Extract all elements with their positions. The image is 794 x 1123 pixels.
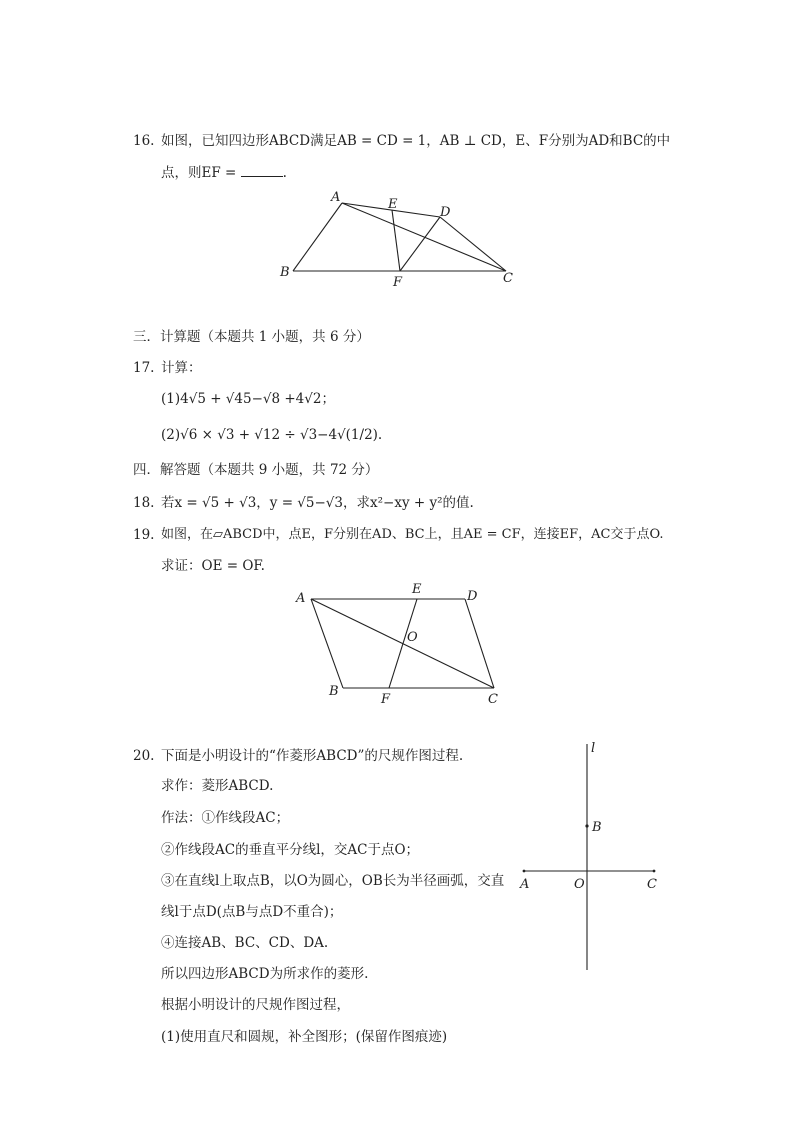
- fig20-label-c: C: [647, 877, 657, 892]
- fig20-point-a: [523, 870, 526, 873]
- fig16-label-f: F: [393, 275, 403, 290]
- fig20-label-l: l: [591, 741, 596, 756]
- fig19-label-e: E: [412, 582, 422, 597]
- q20-line5: ③在直线l上取点B，以O为圆心，OB长为半径画弧，交直: [161, 873, 505, 889]
- fig20-point-c: [653, 870, 656, 873]
- q16-number: 16.: [133, 133, 155, 149]
- q17-prompt: 计算：: [161, 360, 202, 376]
- q16-line2-suffix: .: [282, 165, 287, 181]
- fig20-label-o: O: [574, 877, 585, 892]
- fig16-label-b: B: [280, 265, 290, 280]
- q18-text: 若x = √5 + √3，y = √5−√3，求x²−xy + y²的值.: [161, 495, 474, 511]
- fig20-point-b: [585, 824, 588, 827]
- q19-line2: 求证：OE = OF.: [161, 558, 265, 574]
- fig16-segment-df: [400, 217, 440, 271]
- fig20-label-a: A: [520, 877, 530, 892]
- fig19-label-d: D: [467, 589, 478, 604]
- q19-line1: 如图，在▱ABCD中，点E，F分别在AD、BC上，且AE = CF，连接EF，AC交于点O.: [161, 527, 664, 542]
- fig16-label-a: A: [331, 190, 341, 205]
- q20-line4: ②作线段AC的垂直平分线l，交AC于点O；: [161, 842, 420, 858]
- q20-line7: ④连接AB、BC、CD、DA.: [161, 935, 329, 951]
- fig19-label-f: F: [381, 692, 391, 707]
- q20-number: 20.: [133, 748, 155, 764]
- q20-line10: (1)使用直尺和圆规，补全图形；(保留作图痕迹): [161, 1029, 448, 1045]
- q20-line9: 根据小明设计的尺规作图过程，: [161, 997, 350, 1013]
- fig16-segment-ab: [293, 203, 342, 271]
- fig19-label-b: B: [329, 684, 339, 699]
- fig16-segment-ef: [392, 210, 400, 271]
- q17-part2: [161, 426, 382, 444]
- q17-number: 17.: [133, 360, 155, 376]
- fig16-label-e: E: [388, 197, 398, 212]
- fig19-label-a: A: [296, 591, 306, 606]
- q19-number: 19.: [133, 527, 155, 543]
- fig19-label-c: C: [488, 692, 498, 707]
- q17-part2-expr: √6 × √3 + √12 ÷ √3−4√(1/2).: [180, 427, 383, 443]
- fig19-segment-dc: [465, 599, 494, 688]
- q20-line2: 求作：菱形ABCD.: [161, 778, 274, 794]
- section3-heading: 三．计算题（本题共 1 小题，共 6 分）: [133, 329, 370, 345]
- fig19-label-o: O: [407, 630, 418, 645]
- q20-line8: 所以四边形ABCD为所求作的菱形.: [161, 966, 369, 982]
- q20-line6: 线l于点D(点B与点D不重合)；: [161, 904, 343, 920]
- figure-20: [524, 744, 654, 970]
- q17-part1: [161, 390, 335, 408]
- q16-line1: 如图，已知四边形ABCD满足AB = CD = 1，AB ⊥ CD，E、F分别为AD和BC的中: [161, 133, 671, 149]
- fig16-label-c: C: [503, 271, 513, 286]
- q17-part2-label: (2): [161, 427, 181, 443]
- q18-number: 18.: [133, 495, 155, 511]
- q20-line1: 下面是小明设计的“作菱形ABCD”的尺规作图过程.: [161, 748, 464, 764]
- fig20-label-b: B: [592, 820, 602, 835]
- fig16-segment-dc: [440, 217, 506, 271]
- figure-19: [311, 599, 494, 688]
- fig16-segment-ac: [342, 203, 506, 271]
- section4-heading: 四．解答题（本题共 9 小题，共 72 分）: [133, 462, 379, 478]
- q20-line3: 作法：①作线段AC；: [161, 810, 290, 826]
- q16-line2-prefix: 点，则EF =: [161, 165, 237, 181]
- fig16-label-d: D: [440, 205, 451, 220]
- q17-part1-expr: 4√5 + √45−√8 +4√2；: [180, 391, 335, 407]
- q17-part1-label: (1): [161, 391, 181, 407]
